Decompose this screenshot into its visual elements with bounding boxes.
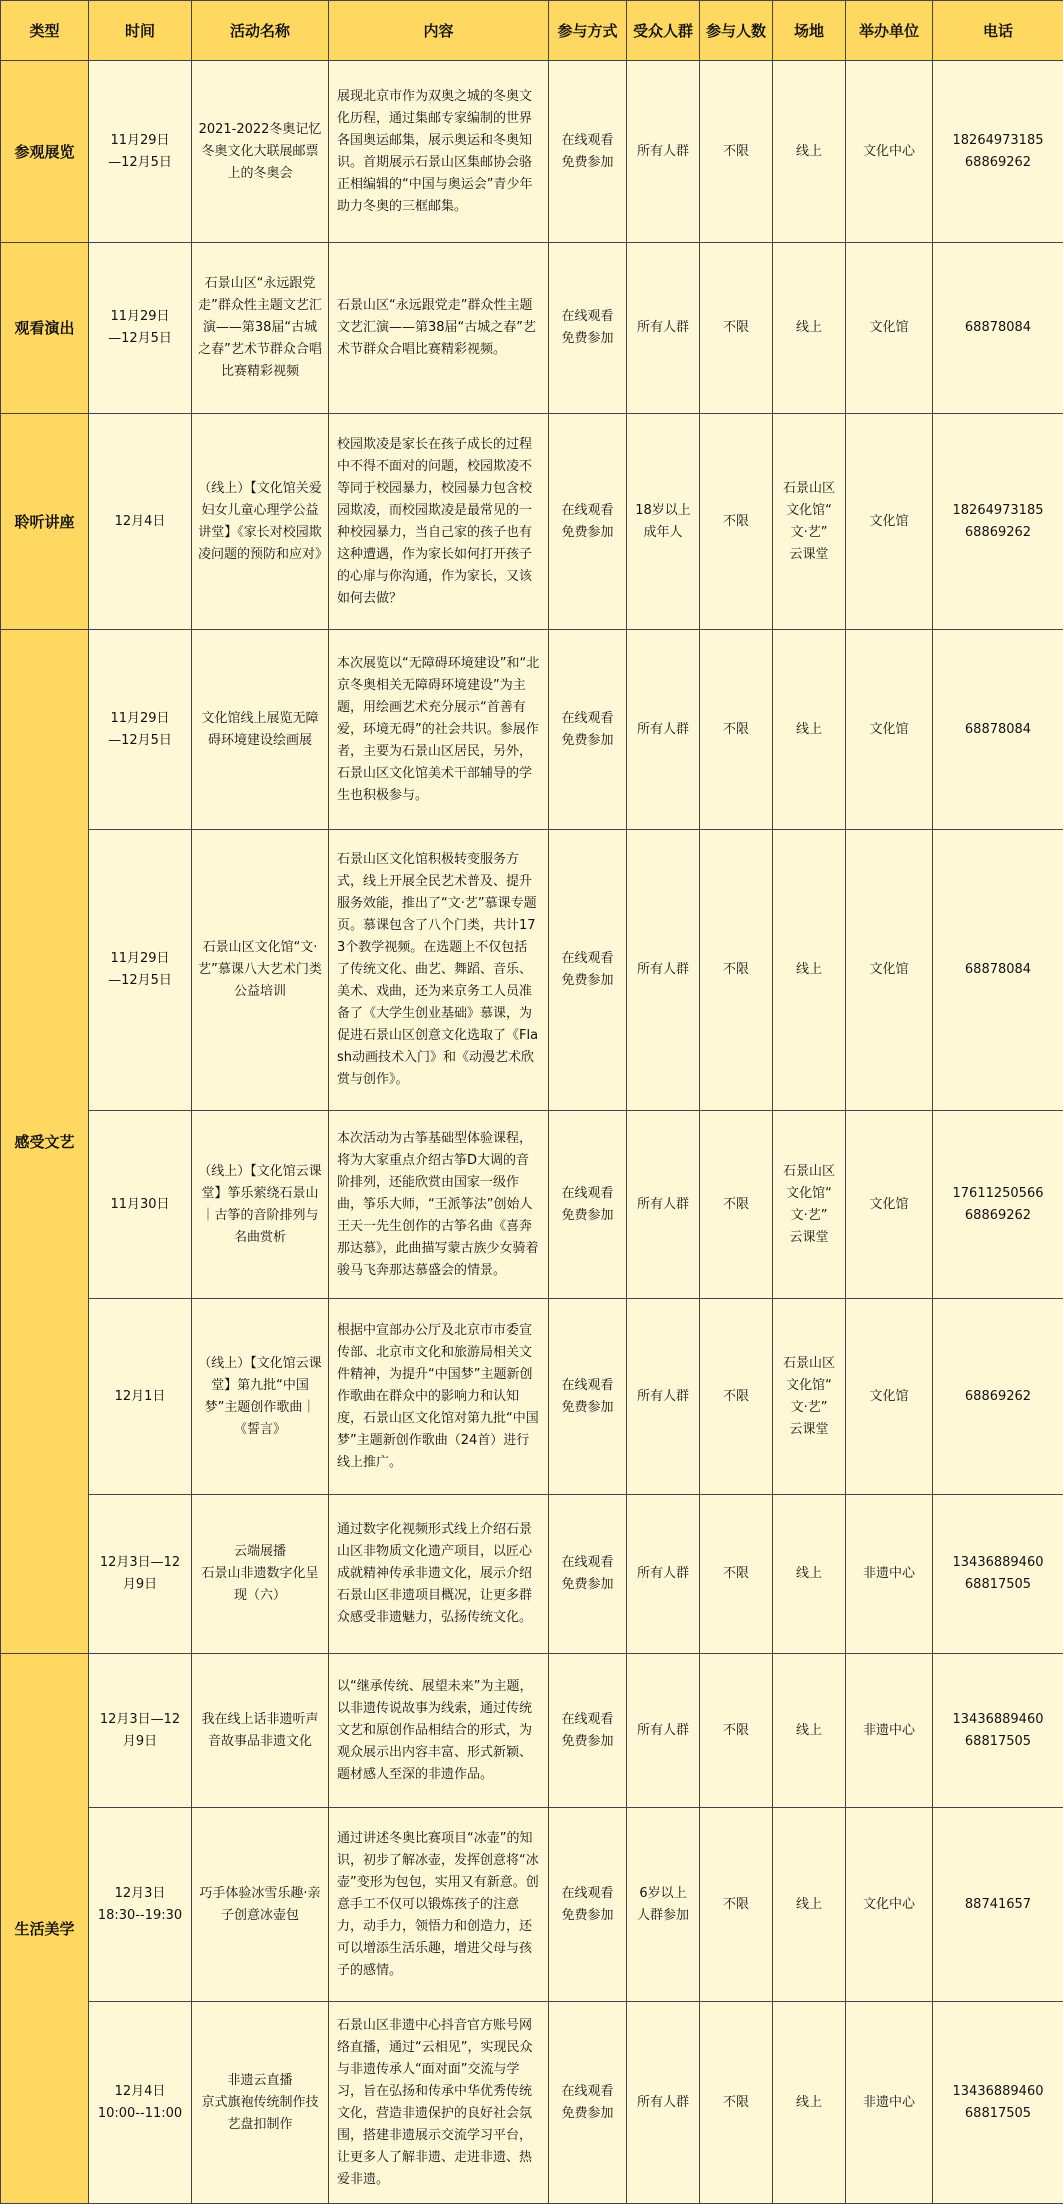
- category-cell: 参观展览: [1, 61, 89, 243]
- count-cell: 不限: [700, 1495, 773, 1654]
- category-cell: 观看演出: [1, 243, 89, 414]
- org-cell: 非遗中心: [846, 1654, 933, 1808]
- phone-cell: 13436889460 68817505: [933, 1654, 1063, 1808]
- phone-cell: 68878084: [933, 630, 1063, 830]
- audience-cell: 所有人群: [627, 1111, 700, 1299]
- activity-name-cell: （线上）【文化馆关爱妇女儿童心理学公益讲堂】《家长对校园欺凌问题的预防和应对》: [192, 414, 329, 630]
- count-cell: 不限: [700, 2002, 773, 2204]
- table-row: [1, 2002, 1063, 2204]
- venue-cell: 线上: [773, 2002, 846, 2204]
- activity-name-cell: 文化馆线上展览无障碍环境建设绘画展: [192, 630, 329, 830]
- method-cell: 在线观看 免费参加: [549, 243, 627, 414]
- activity-name-cell: 非遗云直播 京式旗袍传统制作技艺盘扣制作: [192, 2002, 329, 2204]
- audience-cell: 所有人群: [627, 61, 700, 243]
- org-cell: 文化馆: [846, 243, 933, 414]
- time-cell: 11月30日: [89, 1111, 192, 1299]
- venue-cell: 线上: [773, 1495, 846, 1654]
- content-cell: 根据中宣部办公厅及北京市市委宣传部、北京市文化和旅游局相关文件精神，为提升“中国梦”主题新创作歌曲在群众中的影响力和认知度，石景山区文化馆对第九批“中国梦”主题新创作歌曲（24首）进行线上推广。: [329, 1299, 549, 1495]
- venue-cell: 线上: [773, 61, 846, 243]
- time-cell: 11月29日 —12月5日: [89, 61, 192, 243]
- header-name: 活动名称: [192, 1, 329, 61]
- method-cell: 在线观看 免费参加: [549, 414, 627, 630]
- table-row: [1, 243, 1063, 414]
- method-cell: 在线观看 免费参加: [549, 61, 627, 243]
- table-row: [1, 1111, 1063, 1299]
- count-cell: 不限: [700, 414, 773, 630]
- count-cell: 不限: [700, 61, 773, 243]
- phone-cell: 18264973185 68869262: [933, 61, 1063, 243]
- venue-cell: 石景山区 文化馆“ 文·艺” 云课堂: [773, 414, 846, 630]
- method-cell: 在线观看 免费参加: [549, 1808, 627, 2002]
- header-venue: 场地: [773, 1, 846, 61]
- time-cell: 11月29日 —12月5日: [89, 243, 192, 414]
- audience-cell: 所有人群: [627, 2002, 700, 2204]
- content-cell: 石景山区文化馆积极转变服务方式，线上开展全民艺术普及、提升服务效能，推出了“文·艺”慕课专题页。慕课包含了八个门类，共计173个教学视频。在选题上不仅包括了传统文化、曲艺、舞蹈、音乐、美术、戏曲，还为来京务工人员准备了《大学生创业基础》慕课，为促进石景山区创意文化选取了《Flash动画技术入门》和《动漫艺术欣赏与创作》。: [329, 830, 549, 1111]
- content-cell: 以“继承传统、展望未来”为主题，以非遗传说故事为线索，通过传统文艺和原创作品相结合的形式，为观众展示出内容丰富、形式新颖、题材感人至深的非遗作品。: [329, 1654, 549, 1808]
- content-cell: 通过数字化视频形式线上介绍石景山区非物质文化遗产项目，以匠心成就精神传承非遗文化，展示介绍石景山区非遗项目概况，让更多群众感受非遗魅力，弘扬传统文化。: [329, 1495, 549, 1654]
- phone-cell: 18264973185 68869262: [933, 414, 1063, 630]
- count-cell: 不限: [700, 1111, 773, 1299]
- audience-cell: 所有人群: [627, 630, 700, 830]
- phone-cell: 13436889460 68817505: [933, 2002, 1063, 2204]
- time-cell: 12月3日—12月9日: [89, 1495, 192, 1654]
- audience-cell: 所有人群: [627, 243, 700, 414]
- audience-cell: 18岁以上 成年人: [627, 414, 700, 630]
- method-cell: 在线观看 免费参加: [549, 1299, 627, 1495]
- time-cell: 11月29日 —12月5日: [89, 630, 192, 830]
- activity-name-cell: 巧手体验冰雪乐趣·亲子创意冰壶包: [192, 1808, 329, 2002]
- header-audience: 受众人群: [627, 1, 700, 61]
- header-category: 类型: [1, 1, 89, 61]
- phone-cell: 17611250566 68869262: [933, 1111, 1063, 1299]
- org-cell: 文化馆: [846, 1299, 933, 1495]
- activity-name-cell: 我在线上话非遗听声音故事品非遗文化: [192, 1654, 329, 1808]
- table-row: [1, 1654, 1063, 1808]
- audience-cell: 6岁以上 人群参加: [627, 1808, 700, 2002]
- method-cell: 在线观看 免费参加: [549, 2002, 627, 2204]
- method-cell: 在线观看 免费参加: [549, 830, 627, 1111]
- venue-cell: 线上: [773, 1654, 846, 1808]
- time-cell: 12月4日: [89, 414, 192, 630]
- time-cell: 12月3日—12月9日: [89, 1654, 192, 1808]
- content-cell: 通过讲述冬奥比赛项目“冰壶”的知识，初步了解冰壶，发挥创意将“冰壶”变形为包包，实用又有新意。创意手工不仅可以锻炼孩子的注意力，动手力，领悟力和创造力，还可以增添生活乐趣，增进父母与孩子的感情。: [329, 1808, 549, 2002]
- org-cell: 文化馆: [846, 830, 933, 1111]
- org-cell: 文化馆: [846, 630, 933, 830]
- count-cell: 不限: [700, 1654, 773, 1808]
- table-row: [1, 414, 1063, 630]
- category-cell: 生活美学: [1, 1654, 89, 2204]
- org-cell: 非遗中心: [846, 2002, 933, 2204]
- activity-name-cell: （线上）【文化馆云课堂】筝乐萦绕石景山｜古筝的音阶排列与名曲赏析: [192, 1111, 329, 1299]
- content-cell: 石景山区“永远跟党走”群众性主题文艺汇演——第38届“古城之春”艺术节群众合唱比赛精彩视频。: [329, 243, 549, 414]
- org-cell: 文化中心: [846, 1808, 933, 2002]
- audience-cell: 所有人群: [627, 1654, 700, 1808]
- org-cell: 文化馆: [846, 1111, 933, 1299]
- time-cell: 12月4日 10:00--11:00: [89, 2002, 192, 2204]
- phone-cell: 88741657: [933, 1808, 1063, 2002]
- phone-cell: 68869262: [933, 1299, 1063, 1495]
- phone-cell: 13436889460 68817505: [933, 1495, 1063, 1654]
- venue-cell: 线上: [773, 243, 846, 414]
- header-org: 举办单位: [846, 1, 933, 61]
- org-cell: 文化馆: [846, 414, 933, 630]
- activity-name-cell: 云端展播 石景山非遗数字化呈现（六）: [192, 1495, 329, 1654]
- venue-cell: 石景山区 文化馆“ 文·艺” 云课堂: [773, 1299, 846, 1495]
- method-cell: 在线观看 免费参加: [549, 1495, 627, 1654]
- count-cell: 不限: [700, 1808, 773, 2002]
- time-cell: 12月1日: [89, 1299, 192, 1495]
- category-cell: 聆听讲座: [1, 414, 89, 630]
- activity-name-cell: 石景山区“永远跟党走”群众性主题文艺汇演——第38届“古城之春”艺术节群众合唱比赛精彩视频: [192, 243, 329, 414]
- time-cell: 12月3日 18:30--19:30: [89, 1808, 192, 2002]
- count-cell: 不限: [700, 243, 773, 414]
- count-cell: 不限: [700, 830, 773, 1111]
- venue-cell: 线上: [773, 1808, 846, 2002]
- header-phone: 电话: [933, 1, 1063, 61]
- venue-cell: 线上: [773, 830, 846, 1111]
- count-cell: 不限: [700, 630, 773, 830]
- audience-cell: 所有人群: [627, 830, 700, 1111]
- content-cell: 校园欺凌是家长在孩子成长的过程中不得不面对的问题，校园欺凌不等同于校园暴力，校园暴力包含校园欺凌，而校园欺凌是最常见的一种校园暴力，当自己家的孩子也有这种遭遇，作为家长如何打开孩子的心扉与你沟通，作为家长，又该如何去做？: [329, 414, 549, 630]
- venue-cell: 石景山区 文化馆“ 文·艺” 云课堂: [773, 1111, 846, 1299]
- phone-cell: 68878084: [933, 830, 1063, 1111]
- method-cell: 在线观看 免费参加: [549, 630, 627, 830]
- org-cell: 非遗中心: [846, 1495, 933, 1654]
- activity-name-cell: 石景山区文化馆“文·艺”慕课八大艺术门类公益培训: [192, 830, 329, 1111]
- table-row: [1, 1299, 1063, 1495]
- time-cell: 11月29日 —12月5日: [89, 830, 192, 1111]
- header-count: 参与人数: [700, 1, 773, 61]
- count-cell: 不限: [700, 1299, 773, 1495]
- venue-cell: 线上: [773, 630, 846, 830]
- content-cell: 本次展览以“无障碍环境建设”和“北京冬奥相关无障碍环境建设”为主题，用绘画艺术充分展示“首善有爱，环境无碍”的社会共识。参展作者，主要为石景山区居民，另外，石景山区文化馆美术干部辅导的学生也积极参与。: [329, 630, 549, 830]
- activity-name-cell: 2021-2022冬奥记忆 冬奥文化大联展邮票上的冬奥会: [192, 61, 329, 243]
- audience-cell: 所有人群: [627, 1495, 700, 1654]
- table-row: [1, 1495, 1063, 1654]
- table-row: [1, 61, 1063, 243]
- phone-cell: 68878084: [933, 243, 1063, 414]
- content-cell: 本次活动为古筝基础型体验课程，将为大家重点介绍古筝D大调的音阶排列，还能欣赏由国家一级作曲，筝乐大师，“王派筝法”创始人王天一先生创作的古筝名曲《喜奔那达慕》，此曲描写蒙古族少女骑着骏马飞奔那达慕盛会的情景。: [329, 1111, 549, 1299]
- table-row: [1, 1808, 1063, 2002]
- table-row: [1, 830, 1063, 1111]
- header-method: 参与方式: [549, 1, 627, 61]
- header-time: 时间: [89, 1, 192, 61]
- header-content: 内容: [329, 1, 549, 61]
- activity-name-cell: （线上）【文化馆云课堂】第九批“中国梦”主题创作歌曲｜《誓言》: [192, 1299, 329, 1495]
- header-row: [1, 1, 1063, 61]
- org-cell: 文化中心: [846, 61, 933, 243]
- method-cell: 在线观看 免费参加: [549, 1654, 627, 1808]
- content-cell: 展现北京市作为双奥之城的冬奥文化历程，通过集邮专家编制的世界各国奥运邮集，展示奥运和冬奥知识。首期展示石景山区集邮协会骆正相编辑的“中国与奥运会”青少年助力冬奥的三框邮集。: [329, 61, 549, 243]
- content-cell: 石景山区非遗中心抖音官方账号网络直播，通过“云相见”，实现民众与非遗传承人“面对面”交流与学习，旨在弘扬和传承中华优秀传统文化，营造非遗保护的良好社会氛围，搭建非遗展示交流学习平台，让更多人了解非遗、走进非遗、热爱非遗。: [329, 2002, 549, 2204]
- method-cell: 在线观看 免费参加: [549, 1111, 627, 1299]
- table-row: [1, 630, 1063, 830]
- category-cell: 感受文艺: [1, 630, 89, 1654]
- audience-cell: 所有人群: [627, 1299, 700, 1495]
